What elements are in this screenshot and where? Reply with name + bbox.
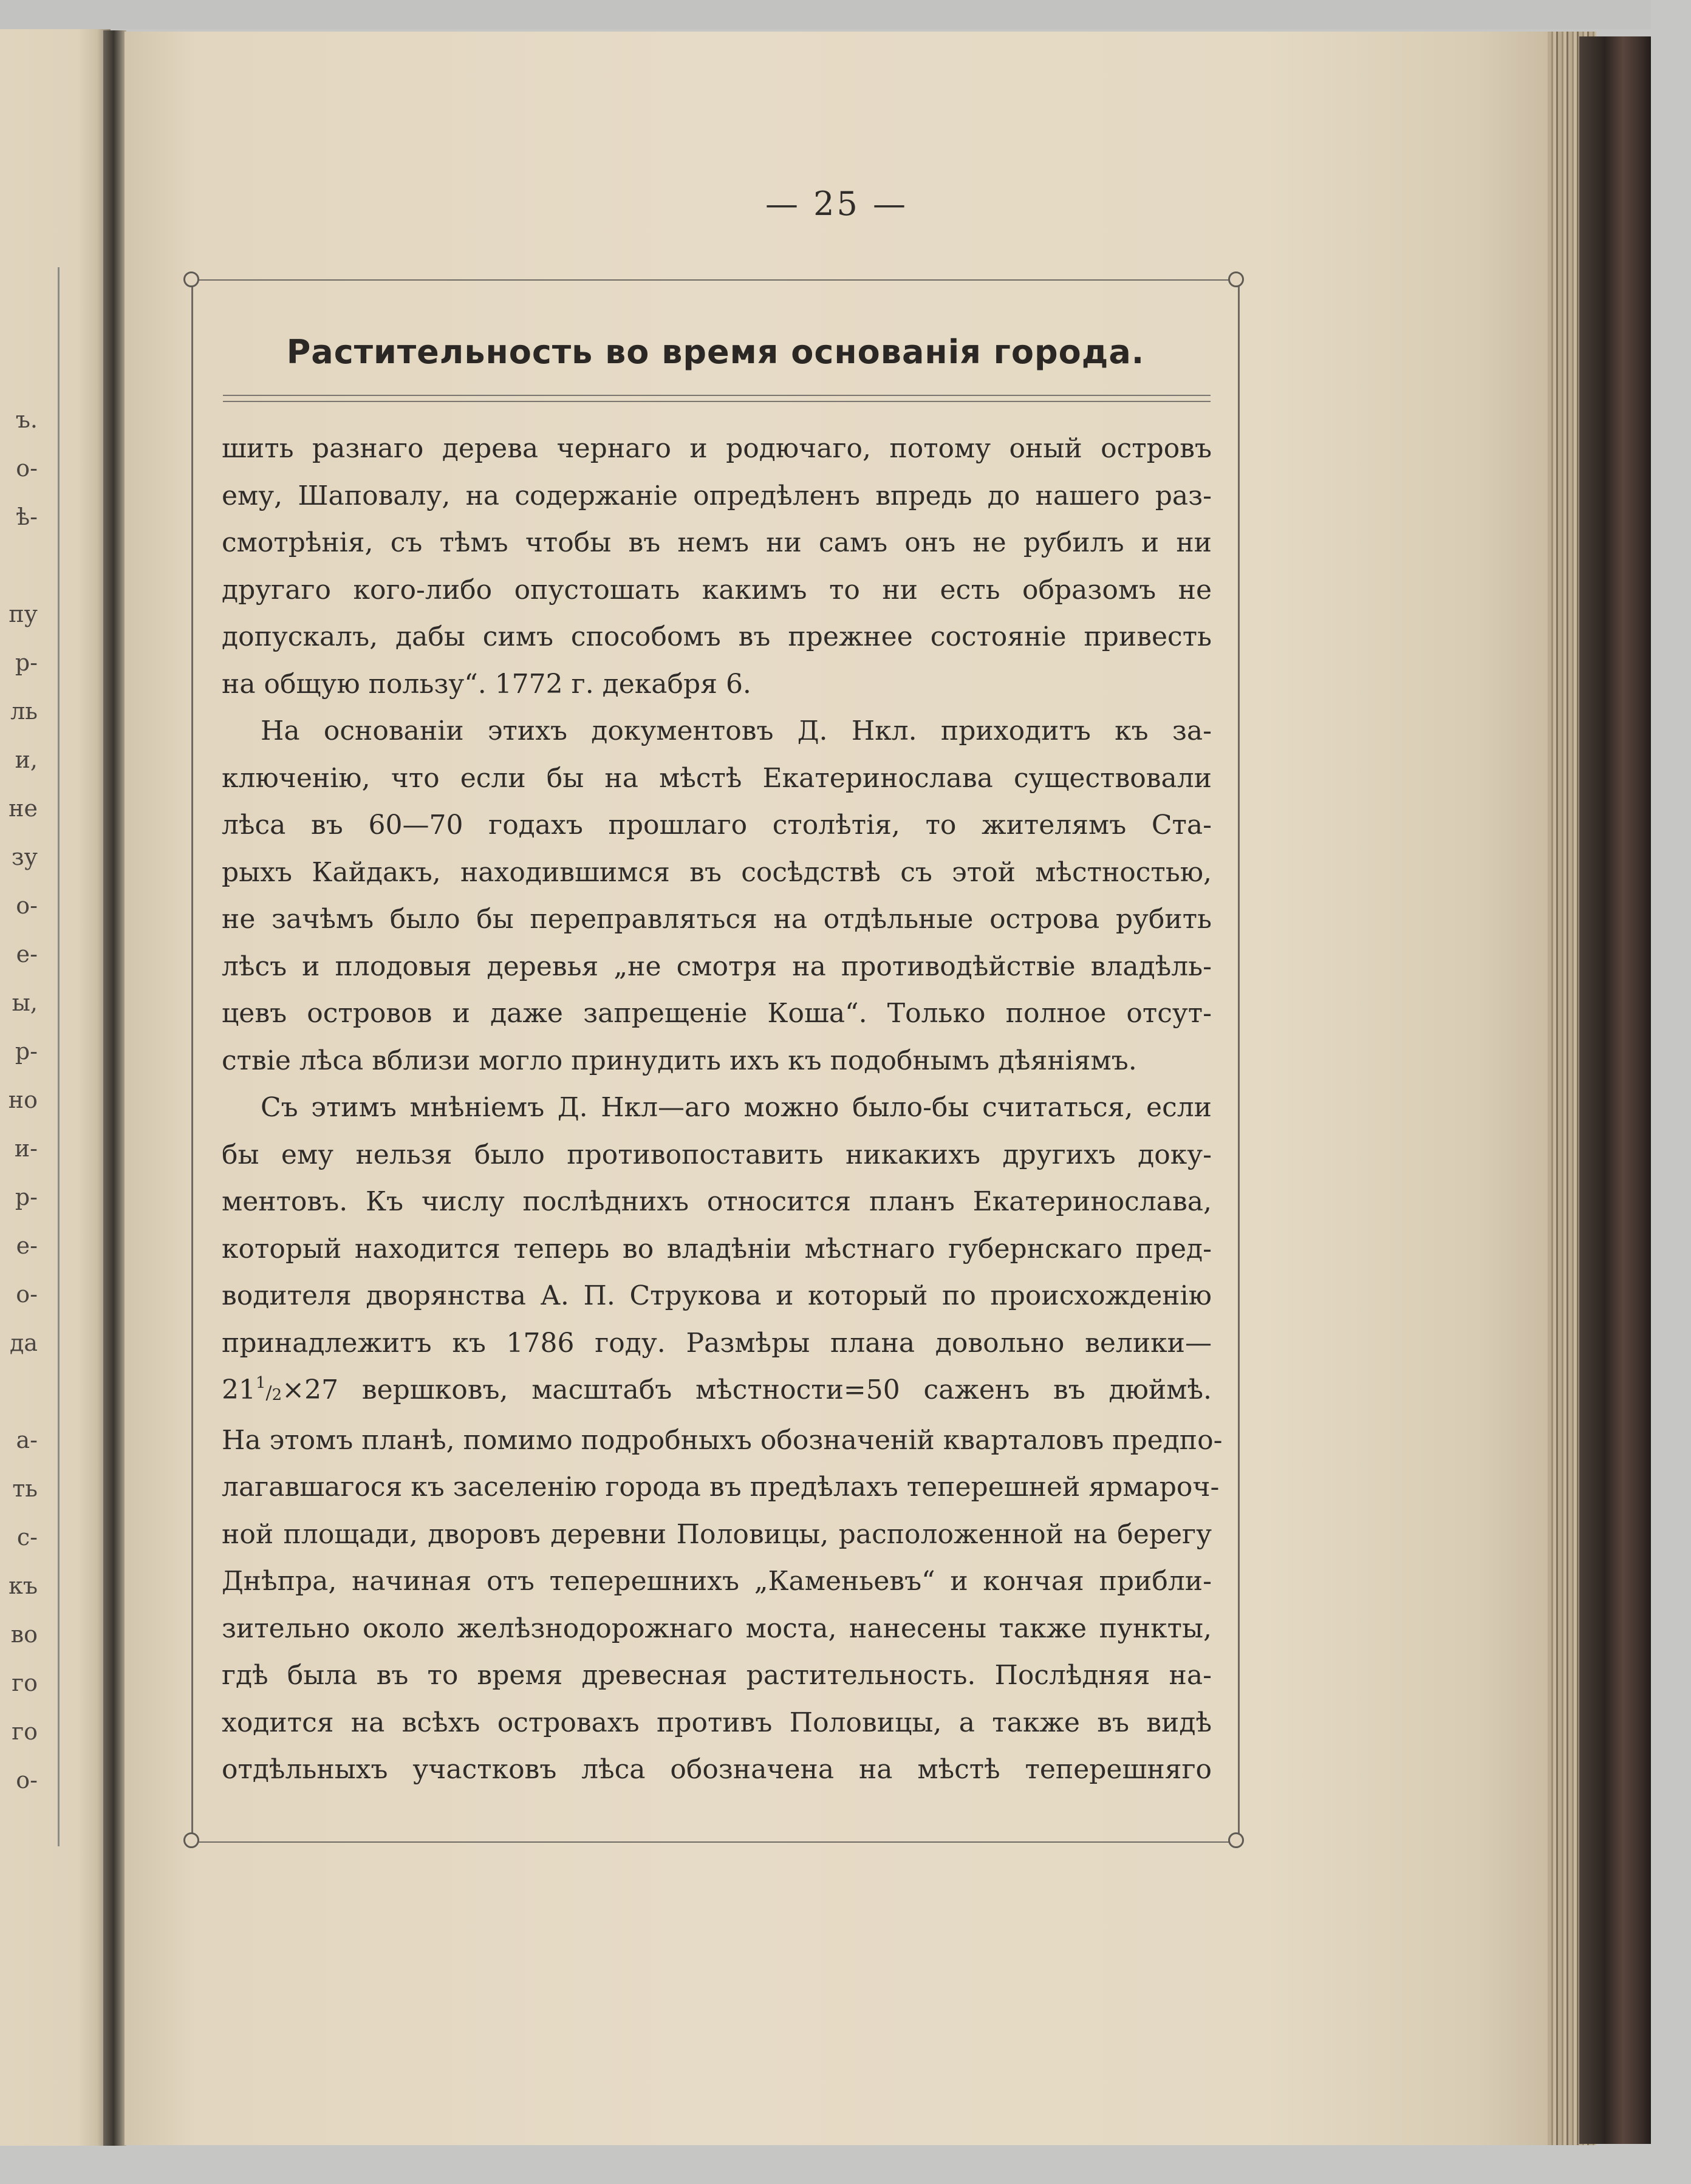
left-page-fragment: ы,	[12, 989, 38, 1016]
left-page-fragment: къ	[9, 1572, 38, 1599]
size-fraction-denominator: 2	[272, 1386, 282, 1404]
text-line: лѣса въ 60—70 годахъ прошлаго столѣтія, то жителямъ Ста-	[222, 810, 1212, 841]
left-page-fragment: ъ.	[15, 406, 38, 433]
left-page-fragment: да	[9, 1329, 38, 1356]
scan-background-right	[1651, 0, 1691, 2184]
left-page-fragment: пу	[9, 601, 38, 627]
text-line: другаго кого-либо опустошать какимъ то ни есть образомъ не	[222, 574, 1212, 606]
text-line: ему, Шаповалу, на содержаніе опредѣленъ впредь до нашего раз-	[222, 480, 1212, 511]
body-text	[222, 425, 1223, 1793]
left-page-fragment: е-	[16, 1232, 38, 1259]
page-number: — 25 —	[765, 185, 909, 223]
left-page	[0, 29, 111, 2146]
scan-background-bottom	[0, 2146, 1691, 2184]
book-cover-edge	[1579, 36, 1652, 2144]
left-page-fragment: го	[12, 1718, 38, 1745]
text-line: рыхъ Кайдакъ, находившимся въ сосѣдствѣ съ этой мѣстностью,	[222, 856, 1212, 888]
size-whole: 21	[222, 1374, 256, 1405]
left-page-fragment: а-	[16, 1427, 38, 1453]
text-line: принадлежитъ къ 1786 году. Размѣры плана довольно велики—	[222, 1327, 1212, 1359]
size-rest: ×27 вершковъ, масштабъ мѣстности=50 саженъ въ дюймѣ.	[282, 1374, 1212, 1405]
left-page-fragment: о-	[16, 892, 38, 919]
text-line: ментовъ. Къ числу послѣднихъ относится планъ Екатеринослава,	[222, 1186, 1212, 1217]
left-page-fragment: о-	[16, 1767, 38, 1793]
text-line: бы ему нельзя было противопоставить никакихъ другихъ доку-	[222, 1139, 1212, 1170]
book-gutter	[103, 30, 126, 2147]
left-page-fragment: и-	[14, 1135, 38, 1162]
text-line: лагавшагося къ заселенію города въ предѣлахъ теперешней ярмароч-	[222, 1472, 1220, 1503]
text-line: не зачѣмъ было бы переправляться на отдѣльные острова рубить	[222, 904, 1212, 935]
scan-background-top	[0, 0, 1691, 29]
text-line-size	[222, 1367, 1212, 1417]
left-page-fragment: го	[12, 1670, 38, 1696]
left-page-fragment: во	[10, 1621, 38, 1648]
text-line: отдѣльныхъ участковъ лѣса обозначена на мѣстѣ теперешняго	[222, 1754, 1212, 1785]
left-page-fragment: о-	[16, 455, 38, 482]
text-line: на общую пользу“. 1772 г. декабря 6.	[222, 668, 751, 700]
text-line: Днѣпра, начиная отъ теперешнихъ „Каменьевъ“ и кончая прибли-	[222, 1566, 1212, 1597]
text-line: водителя дворянства А. П. Струкова и который по происхожденію	[222, 1280, 1212, 1311]
text-line: зительно около желѣзнодорожнаго моста, нанесены также пункты,	[222, 1612, 1212, 1644]
size-fraction-numerator: 1	[256, 1374, 266, 1392]
left-page-fragment: ть	[12, 1475, 38, 1502]
frame-corner-ornament	[1228, 1832, 1244, 1848]
frame-corner-ornament	[183, 271, 199, 287]
text-line: ствіе лѣса вблизи могло принудить ихъ къ подобнымъ дѣяніямъ.	[222, 1045, 1137, 1076]
text-line: лѣсъ и плодовыя деревья „не смотря на противодѣйствіе владѣль-	[222, 950, 1212, 982]
text-line: На этомъ планѣ, помимо подробныхъ обозначеній кварталовъ предпо-	[222, 1424, 1223, 1456]
text-line: ходится на всѣхъ островахъ противъ Половицы, а также въ видѣ	[222, 1707, 1212, 1738]
left-page-fragment: ѣ-	[16, 503, 38, 530]
text-line: На основаніи этихъ документовъ Д. Нкл. приходитъ къ за-	[261, 715, 1212, 746]
text-line: ключенію, что если бы на мѣстѣ Екатеринослава существовали	[222, 762, 1212, 794]
left-page-fragment: не	[9, 795, 38, 822]
left-page-fragment: ль	[10, 698, 38, 725]
text-line: цевъ островов и даже запрещеніе Коша“. Только полное отсут-	[222, 998, 1212, 1029]
left-page-fragment: зу	[11, 844, 38, 870]
heading-double-rule	[223, 395, 1211, 402]
text-line: ной площади, дворовъ деревни Половицы, расположенной на берегу	[222, 1518, 1212, 1550]
left-page-fragment: о-	[16, 1281, 38, 1308]
paragraph	[222, 425, 1212, 708]
text-line: допускалъ, дабы симъ способомъ въ прежнее состояніе привесть	[222, 621, 1212, 652]
frame-corner-ornament	[183, 1832, 199, 1848]
left-page-fragment: и,	[15, 746, 38, 773]
text-line: гдѣ была въ то время древесная растительность. Послѣдняя на-	[222, 1660, 1212, 1691]
left-page-fragment: е-	[16, 941, 38, 967]
paragraph	[222, 1084, 1223, 1793]
text-line: Съ этимъ мнѣніемъ Д. Нкл—аго можно было-бы считаться, если	[261, 1092, 1212, 1123]
left-page-fragment: но	[8, 1087, 38, 1113]
left-page-fragment: р-	[15, 1184, 38, 1210]
left-page-fragment: р-	[15, 649, 38, 676]
left-page-fragment: с-	[16, 1524, 38, 1551]
left-page-fragment: р-	[15, 1038, 38, 1065]
paragraph	[222, 708, 1212, 1084]
text-line: шить разнаго дерева чернаго и родючаго, потому оный островъ	[222, 433, 1212, 464]
text-line: смотрѣнія, съ тѣмъ чтобы въ немъ ни самъ онъ не рубилъ и ни	[222, 527, 1212, 558]
text-line: который находится теперь во владѣніи мѣстнаго губернскаго пред-	[222, 1233, 1212, 1264]
right-page	[125, 32, 1549, 2145]
fraction-slash: /	[265, 1382, 272, 1404]
frame-corner-ornament	[1228, 271, 1244, 287]
section-heading: Растительность во время основанія города.	[286, 333, 1145, 371]
